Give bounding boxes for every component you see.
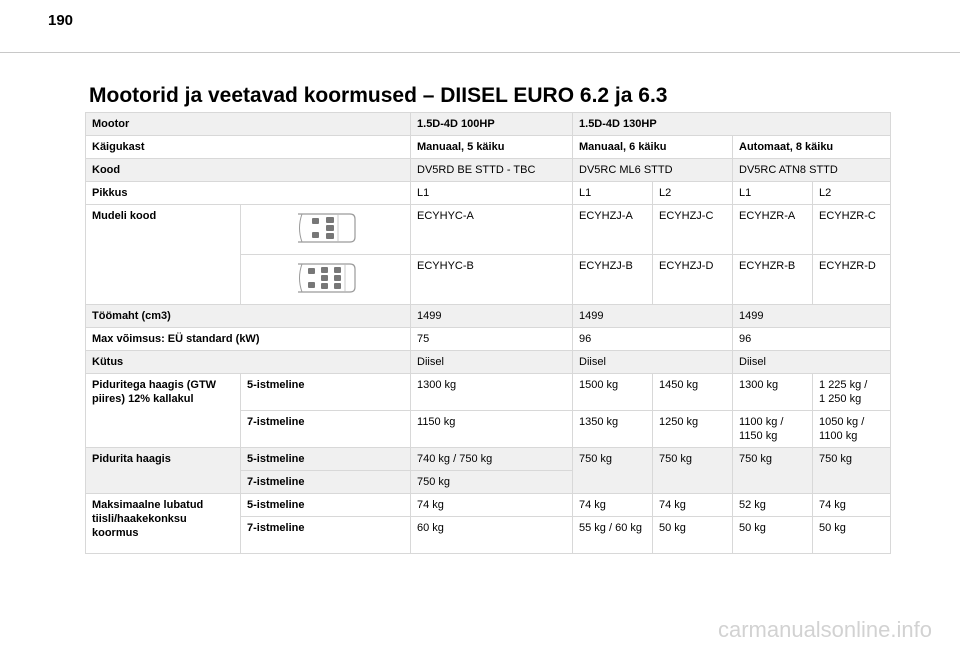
- page-title: Mootorid ja veetavad koormused – DIISEL EURO 6.2 ja 6.3: [89, 84, 668, 107]
- table-cell: 1500 kg: [573, 374, 653, 411]
- table-cell: 1150 kg: [411, 411, 573, 448]
- table-cell: 1450 kg: [653, 374, 733, 411]
- sub-label: 5-istmeline: [241, 374, 411, 411]
- table-cell: 750 kg: [733, 448, 813, 494]
- table-cell: 750 kg: [573, 448, 653, 494]
- table-cell: L1: [411, 182, 573, 205]
- table-cell: Manuaal, 6 käiku: [573, 136, 733, 159]
- table-cell: Manuaal, 5 käiku: [411, 136, 573, 159]
- table-cell: 1350 kg: [573, 411, 653, 448]
- table-cell: ECYHZJ-A: [573, 205, 653, 255]
- table-cell: 1300 kg: [733, 374, 813, 411]
- table-row-toomaht: [86, 305, 891, 328]
- table-cell: 1.5D-4D 100HP: [411, 113, 573, 136]
- table-row-pikkus: [86, 182, 891, 205]
- table-cell: 1300 kg: [411, 374, 573, 411]
- table-cell: 750 kg: [653, 448, 733, 494]
- table-cell: ECYHZJ-B: [573, 255, 653, 305]
- table-row-pidurita-5: [86, 448, 891, 471]
- page-number: 190: [48, 12, 74, 29]
- table-cell: ECYHZJ-C: [653, 205, 733, 255]
- table-cell: 74 kg: [411, 494, 573, 517]
- table-cell: 1250 kg: [653, 411, 733, 448]
- table-cell: 75: [411, 328, 573, 351]
- table-cell: 74 kg: [653, 494, 733, 517]
- row-label: Kütus: [86, 351, 411, 374]
- table-cell: 74 kg: [573, 494, 653, 517]
- row-label: Töömaht (cm3): [86, 305, 411, 328]
- row-label: Kood: [86, 159, 411, 182]
- table-row-kaigukast: [86, 136, 891, 159]
- row-label: Max võimsus: EÜ standard (kW): [86, 328, 411, 351]
- table-cell: 1050 kg / 1100 kg: [813, 411, 891, 448]
- table-cell: L1: [573, 182, 653, 205]
- van-7-seat-icon: [241, 255, 411, 305]
- table-cell: ECYHYC-B: [411, 255, 573, 305]
- table-cell: Diisel: [573, 351, 733, 374]
- table-cell: ECYHZJ-D: [653, 255, 733, 305]
- table-cell: 96: [573, 328, 733, 351]
- row-label: Mudeli kood: [86, 205, 241, 305]
- table-cell: ECYHZR-B: [733, 255, 813, 305]
- table-row-tiisel-5: [86, 494, 891, 517]
- watermark: carmanualsonline.info: [717, 617, 932, 642]
- table-cell: ECYHZR-C: [813, 205, 891, 255]
- table-cell: 50 kg: [653, 517, 733, 554]
- table-cell: L2: [813, 182, 891, 205]
- table-cell: 74 kg: [813, 494, 891, 517]
- table-cell: 52 kg: [733, 494, 813, 517]
- row-label: Mootor: [86, 113, 411, 136]
- table-cell: ECYHZR-D: [813, 255, 891, 305]
- sub-label: 5-istmeline: [241, 448, 411, 471]
- sub-label: 7-istmeline: [241, 517, 411, 554]
- table-cell: ECYHZR-A: [733, 205, 813, 255]
- row-label: Pidurita haagis: [86, 448, 241, 494]
- table-cell: 1499: [733, 305, 891, 328]
- table-row-mudeli-kood-5: [86, 205, 891, 255]
- sub-label: 7-istmeline: [241, 471, 411, 494]
- row-label: Maksimaalne lubatud tiisli/haakekonksu koormus: [86, 494, 241, 554]
- row-label: Pikkus: [86, 182, 411, 205]
- table-row-piduritega-5: [86, 374, 891, 411]
- table-cell: 55 kg / 60 kg: [573, 517, 653, 554]
- table-cell: Diisel: [411, 351, 573, 374]
- table-cell: 750 kg: [411, 471, 573, 494]
- table-cell: 1499: [573, 305, 733, 328]
- engine-spec-table: [85, 112, 891, 554]
- table-cell: 740 kg / 750 kg: [411, 448, 573, 471]
- table-cell: Automaat, 8 käiku: [733, 136, 891, 159]
- table-row-kutus: [86, 351, 891, 374]
- table-cell: 1 225 kg / 1 250 kg: [813, 374, 891, 411]
- table-cell: 1100 kg / 1150 kg: [733, 411, 813, 448]
- table-cell: DV5RC ATN8 STTD: [733, 159, 891, 182]
- table-row-kood: [86, 159, 891, 182]
- table-cell: L2: [653, 182, 733, 205]
- sub-label: 7-istmeline: [241, 411, 411, 448]
- sub-label: 5-istmeline: [241, 494, 411, 517]
- top-rule: [0, 52, 960, 53]
- table-cell: ECYHYC-A: [411, 205, 573, 255]
- table-cell: 60 kg: [411, 517, 573, 554]
- table-cell: 750 kg: [813, 448, 891, 494]
- table-cell: DV5RD BE STTD - TBC: [411, 159, 573, 182]
- van-5-seat-icon: [241, 205, 411, 255]
- table-cell: 1.5D-4D 130HP: [573, 113, 891, 136]
- table-cell: 50 kg: [813, 517, 891, 554]
- table-cell: 50 kg: [733, 517, 813, 554]
- table-row-mootor: [86, 113, 891, 136]
- table-cell: Diisel: [733, 351, 891, 374]
- table-cell: DV5RC ML6 STTD: [573, 159, 733, 182]
- table-cell: L1: [733, 182, 813, 205]
- row-label: Piduritega haagis (GTW piires) 12% kallakul: [86, 374, 241, 448]
- row-label: Käigukast: [86, 136, 411, 159]
- table-row-voimsus: [86, 328, 891, 351]
- table-cell: 1499: [411, 305, 573, 328]
- table-cell: 96: [733, 328, 891, 351]
